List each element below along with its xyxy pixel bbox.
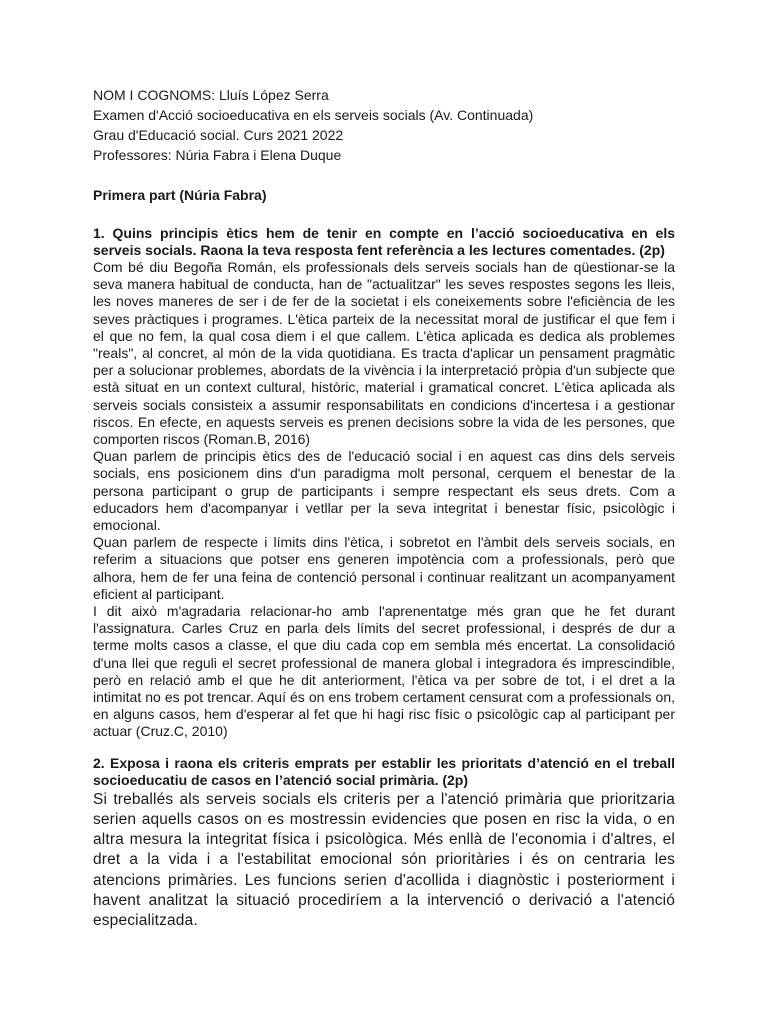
exam-title: Examen d'Acció socioeducativa en els serveis socials (Av. Continuada) xyxy=(93,107,534,123)
student-name: NOM I COGNOMS: Lluís López Serra xyxy=(93,87,329,103)
q2-paragraph: Si treballés als serveis socials els criteris per a l'atenció primària que prioritzaria serien aquells casos on es mostressin evidencies que posen en risc la vida, o en altra mesura la integritat física i psicològica. Més enllà de l'economia i d'altres, el dret a la vida i a l'estabilitat emocional són prioritàries i és on centraria les atencions primàries. Les funcions serien d'acollida i diagnòstic i posteriorment i havent analitzat la situació procediríem a la intervenció o derivació a l'atenció especialitzada. xyxy=(93,790,675,929)
document-page xyxy=(93,85,675,931)
degree-course: Grau d'Educació social. Curs 2021 2022 xyxy=(93,127,344,143)
q1-paragraph-3: Quan parlem de respecte i límits dins l'ètica, i sobretot en l'àmbit dels serveis socials, en referim a situacions que potser ens generen impotència com a professionals, però que alhora, hem de fer una feina de contenció personal i continuar realitzant un acompanyament eficient al participant. xyxy=(93,534,675,602)
question-1: 1. Quins principis ètics hem de tenir en compte en l’acció socioeducativa en els serveis socials. Raona la teva resposta fent referència a les lectures comentades. (2p) xyxy=(93,225,675,258)
q1-paragraph-2: Quan parlem de principis ètics des de l'educació social i en aquest cas dins dels serveis socials, ens posicionem dins d'un paradigma molt personal, cerquem el benestar de la persona participant o grup de participants i sempre respectant els seus drets. Com a educadors hem d'acompanyar i vetllar per la seva integritat i benestar físic, psicològic i emocional. xyxy=(93,448,675,534)
question-2: 2. Exposa i raona els criteris emprats per establir les prioritats d’atenció en el treball socioeducatiu de casos en l’atenció social primària. (2p) xyxy=(93,754,675,788)
teachers: Professores: Núria Fabra i Elena Duque xyxy=(93,147,342,163)
q1-paragraph-1: Com bé diu Begoña Román, els professionals dels serveis socials han de qüestionar-se la seva manera habitual de conducta, han de "actualitzar" les seves respostes segons les lleis, les noves maneres de ser i de fer de la societat i els coneixements sobre l'eficiència de les seves pràctiques i programes. L'ètica parteix de la necessitat moral de justificar el que fem i el que no fem, la qual cosa diem i el que callem. L'ètica aplicada es dedica als problemes "reals", al concret, al món de la vida quotidiana. Es tracta d'aplicar un pensament pragmàtic per a solucionar problemes, abordats de la vivència i la interpretació pròpia d'un subjecte que està situat en un context cultural, històric, material i gramatical concret. L'ètica aplicada als serveis socials consisteix a assumir responsabilitats en condicions d'incertesa i a gestionar riscos. En efecte, en aquests serveis es prenen decisions sobre la vida de les persones, que comporten riscos (Roman.B, 2016) xyxy=(93,259,675,448)
section-title: Primera part (Núria Fabra) xyxy=(93,187,267,203)
q1-paragraph-4: I dit això m'agradaria relacionar-ho amb l'aprenentatge més gran que he fet durant l'assignatura. Carles Cruz en parla dels límits del secret professional, i després de dur a terme molts casos a classe, el que diu cada cop em sembla més encertat. La consolidació d'una llei que reguli el secret professional de manera global i integradora és imprescindible, però en relació amb el que he dit anteriorment, l'ètica va per sobre de tot, i el dret a la intimitat no es pot trencar. Aquí és on ens trobem certament censurat com a professionals on, en alguns casos, hem d'esperar al fet que hi hagi risc físic o psicològic cap al participant per actuar (Cruz.C, 2010) xyxy=(93,603,675,740)
